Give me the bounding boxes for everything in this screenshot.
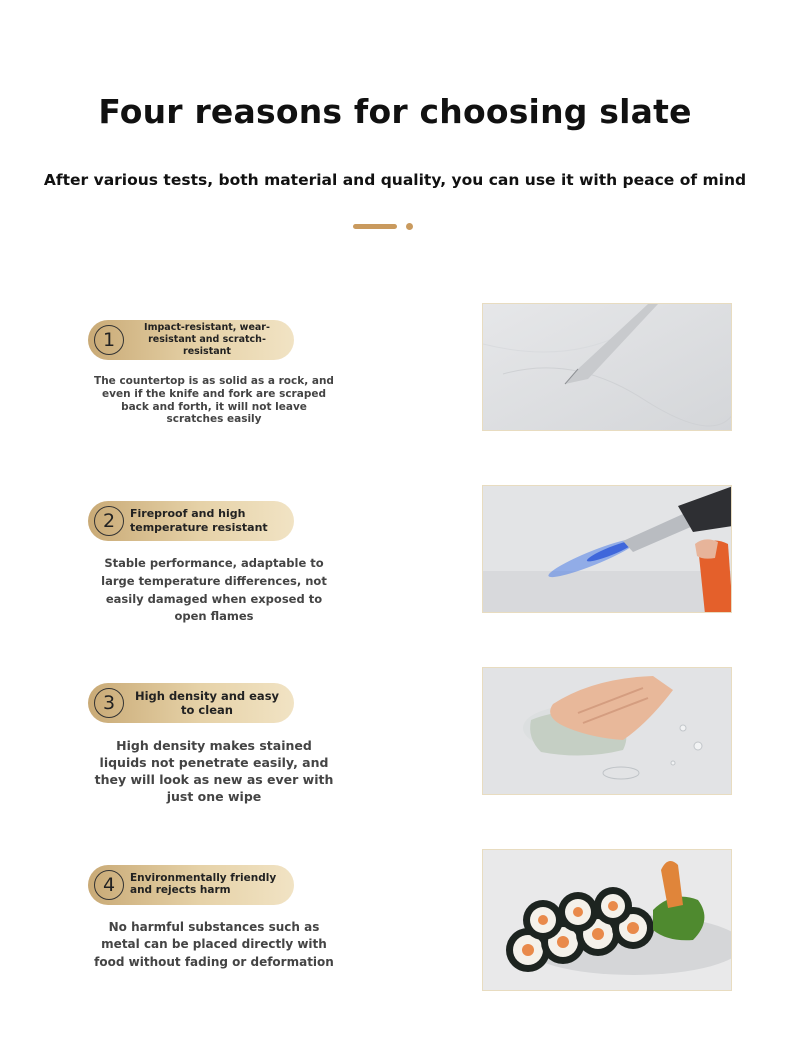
reason-description: Stable performance, adaptable to large temperature differences, not easily damaged when exposed to open flames xyxy=(101,556,327,624)
number-circle-icon: 1 xyxy=(94,325,124,355)
page-subtitle: After various tests, both material and quality, you can use it with peace of mind xyxy=(43,171,747,189)
reason-badge-2 xyxy=(88,501,294,541)
reason-description: No harmful substances such as metal can be placed directly with food without fading or deformation xyxy=(94,920,334,969)
number-circle-icon: 4 xyxy=(94,870,124,900)
reason-title: Impact-resistant, wear-resistant and scratch-resistant xyxy=(144,322,270,357)
sushi-rolls-image xyxy=(482,849,732,991)
reason-badge-1 xyxy=(88,320,294,360)
reason-description: High density makes stained liquids not penetrate easily, and they will look as new as ever with just one wipe xyxy=(94,738,334,804)
hand-wiping-cloth-image xyxy=(482,667,732,795)
page-title: Four reasons for choosing slate xyxy=(98,92,692,131)
number-circle-icon: 3 xyxy=(94,688,124,718)
reason-title: High density and easy to clean xyxy=(134,688,280,717)
reason-badge-3 xyxy=(88,683,294,723)
reason-title: Environmentally friendly and rejects harm xyxy=(130,872,277,896)
blowtorch-flame-image xyxy=(482,485,732,613)
number-circle-icon: 2 xyxy=(94,506,124,536)
divider-dot xyxy=(406,223,413,230)
reason-description: The countertop is as solid as a rock, and even if the knife and fork are scraped back and forth, it will not leave scratches easily xyxy=(94,375,334,426)
reason-title: Fireproof and high temperature resistant xyxy=(130,507,268,534)
knife-on-slate-image xyxy=(482,303,732,431)
divider-bar xyxy=(353,224,397,229)
reason-badge-4 xyxy=(88,865,294,905)
